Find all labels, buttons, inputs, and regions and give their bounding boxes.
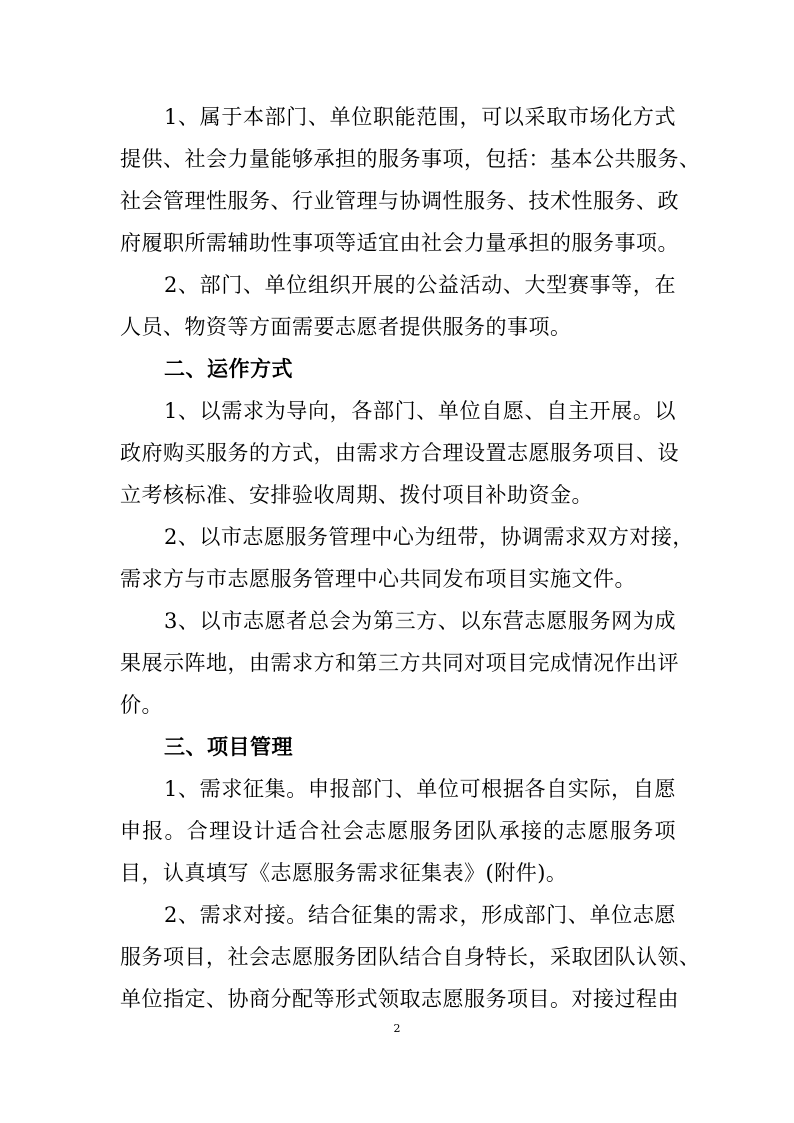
- paragraph-line: 目，认真填写《志愿服务需求征集表》(附件)。: [120, 861, 568, 885]
- paragraph-line: 1、需求征集。申报部门、单位可根据各自实际，自愿: [164, 777, 676, 801]
- section-heading: 二、运作方式: [164, 357, 293, 381]
- paragraph-line: 单位指定、协商分配等形式领取志愿服务项目。对接过程由: [120, 987, 679, 1011]
- paragraph-line: 人员、物资等方面需要志愿者提供服务的事项。: [120, 315, 572, 339]
- paragraph-line: 府履职所需辅助性事项等适宜由社会力量承担的服务事项。: [120, 231, 679, 255]
- paragraph-line: 1、属于本部门、单位职能范围，可以采取市场化方式: [164, 105, 676, 129]
- paragraph: [120, 894, 701, 1020]
- paragraph-line: 提供、社会力量能够承担的服务事项，包括：基本公共服务、: [120, 147, 701, 171]
- paragraph-line: 1、以需求为导向，各部门、单位自愿、自主开展。以: [164, 399, 676, 423]
- paragraph-line: 2、以市志愿服务管理中心为纽带，协调需求双方对接，: [164, 525, 694, 549]
- paragraph: [120, 600, 679, 726]
- paragraph-line: 价。: [120, 693, 163, 717]
- paragraph-line: 果展示阵地，由需求方和第三方共同对项目完成情况作出评: [120, 651, 679, 675]
- paragraph-line: 政府购买服务的方式，由需求方合理设置志愿服务项目、设: [120, 441, 679, 465]
- paragraph-line: 2、部门、单位组织开展的公益活动、大型赛事等，在: [164, 273, 676, 297]
- paragraph: [120, 390, 679, 516]
- section-heading: 三、项目管理: [164, 735, 293, 759]
- paragraph-line: 需求方与市志愿服务管理中心共同发布项目实施文件。: [120, 567, 636, 591]
- paragraph-line: 3、以市志愿者总会为第三方、以东营志愿服务网为成: [164, 609, 676, 633]
- paragraph-line: 服务项目，社会志愿服务团队结合自身特长，采取团队认领、: [120, 945, 701, 969]
- paragraph-line: 立考核标准、安排验收周期、拨付项目补助资金。: [120, 483, 593, 507]
- paragraph: [120, 264, 676, 348]
- page-number: 2: [393, 1022, 401, 1035]
- paragraph: [120, 516, 694, 600]
- paragraph-line: 2、需求对接。结合征集的需求，形成部门、单位志愿: [164, 903, 676, 927]
- body-text: [120, 96, 701, 1020]
- paragraph-line: 社会管理性服务、行业管理与协调性服务、技术性服务、政: [120, 189, 679, 213]
- paragraph: [120, 96, 701, 264]
- paragraph: [120, 768, 676, 894]
- paragraph-line: 申报。合理设计适合社会志愿服务团队承接的志愿服务项: [120, 819, 676, 843]
